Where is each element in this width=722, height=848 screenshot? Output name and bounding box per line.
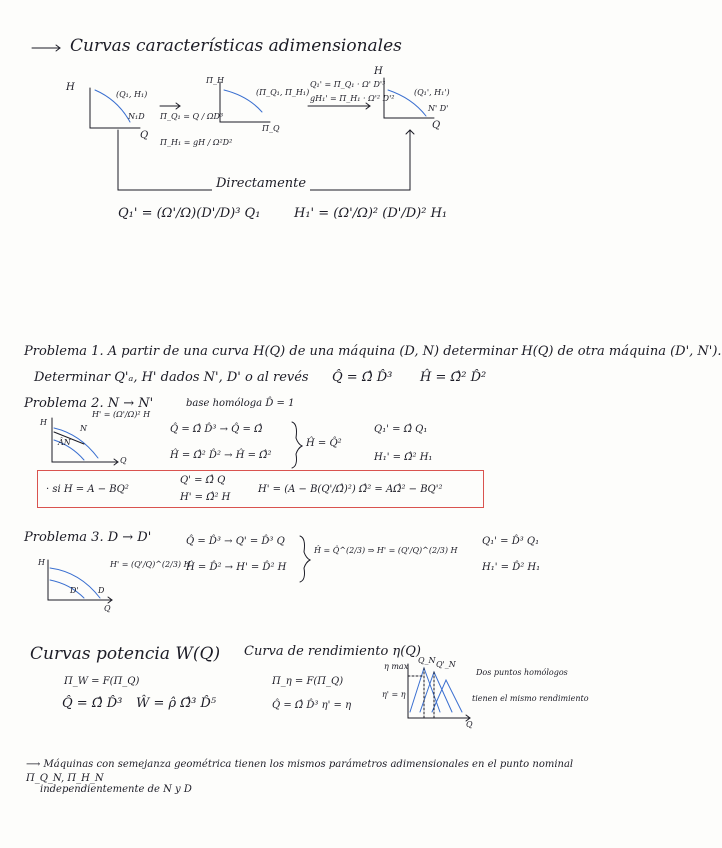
conclusion-line2: independientemente de N y D (40, 784, 192, 795)
p2-sys-result: Ĥ = Q̂² (306, 438, 342, 449)
axis-label-h-right: H (374, 66, 383, 77)
p2-annot: H' = (Ω'/Ω)² H (92, 410, 151, 419)
machine-label: N₁D (128, 112, 145, 121)
problem1-h-formula: Ĥ = Ω̂² D̂² (420, 370, 487, 385)
p3-annot: H' = (Q'/Q)^(2/3) H (110, 560, 191, 569)
direct-formula-h: H₁' = (Ω'/Ω)² (D'/D)² H₁ (294, 206, 448, 221)
boxed-right: H' = (A − B(Q'/Ω̂)²) Ω̂² = AΩ̂² − BQ'² (258, 484, 443, 495)
efficiency-f1: Π_η = F(Π_Q) (272, 676, 344, 687)
problem1-line1: Problema 1. A partir de una curva H(Q) de una máquina (D, N) determinar H(Q) de otra máquina (D', N'). (24, 344, 722, 359)
efficiency-title: Curva de rendimiento η(Q) (244, 644, 421, 659)
eff-label-y: η max (384, 662, 409, 671)
eff-qn2: Q'_N (436, 660, 456, 669)
eff-note1: Dos puntos homólogos (476, 668, 568, 677)
section-title: Curvas características adimensionales (70, 36, 402, 56)
eff-qn: Q_N (418, 656, 436, 665)
formula-q-prime: Q₁' = Π_Q₁ · Ω' D'³ (310, 80, 386, 89)
p2-curve1: ÂN (58, 438, 71, 447)
p2-sys-h: Ĥ = Ω̂² D̂² → Ĥ = Ω̂² (170, 450, 272, 461)
axis-label-q: Q (140, 130, 149, 141)
p3-axis-q: Q (104, 604, 111, 613)
boxed-mid-h: H' = Ω̂² H (180, 492, 231, 503)
direct-label: Directamente (212, 176, 310, 191)
problem2-note: base homóloga D̂ = 1 (186, 398, 295, 409)
efficiency-f2: Q̂ = Ω̂ D̂³ η' = η (272, 700, 352, 711)
conclusion-line1 (26, 758, 586, 786)
p2-curve2: N (80, 424, 87, 433)
mid-point-label: (Π_Q₁, Π_H₁) (256, 88, 310, 97)
p2-right-h: H₁' = Ω̂² H₁ (374, 452, 433, 463)
eff-note2: tienen el mismo rendimiento (472, 694, 589, 703)
axis-label-h: H (66, 82, 75, 93)
power-title: Curvas potencia W(Q) (30, 644, 221, 664)
p3-sys-q: Q̂ = D̂³ → Q' = D̂³ Q (186, 536, 285, 547)
problem1-line2: Determinar Q'ₐ, H' dados N', D' o al revés (34, 370, 309, 385)
axis-label-q-right: Q (432, 120, 441, 131)
p2-sys-q: Q̂ = Ω̂ D̂³ → Q̂ = Ω̂ (170, 424, 263, 435)
p3-axis-h: H (38, 558, 45, 567)
point-label: (Q₁, H₁) (116, 90, 148, 99)
eff-axis-q: Q (466, 720, 473, 729)
power-f2-w: Ŵ = ρ̂ Ω̂³ D̂⁵ (136, 696, 217, 711)
right-point-label: (Q₁', H₁') (414, 88, 450, 97)
power-f1: Π_W = F(Π_Q) (64, 676, 140, 687)
p2-axis-h: H (40, 418, 47, 427)
boxed-left: · si H = A − BQ² (46, 484, 129, 495)
right-machine-label: N' D' (428, 104, 449, 113)
problem3-title: Problema 3. D → D' (24, 530, 152, 545)
p2-right-q: Q₁' = Ω̂ Q₁ (374, 424, 428, 435)
p3-sys-h: Ĥ = D̂² → H' = D̂² H (186, 562, 287, 573)
p3-curve-d2: D' (70, 586, 79, 595)
p3-right-q: Q₁' = D̂³ Q₁ (482, 536, 540, 547)
conclusion-arrow: ⟶ (26, 759, 41, 770)
direct-formula-q: Q₁' = (Ω'/Ω)(D'/D)³ Q₁ (118, 206, 261, 221)
p3-right-h: H₁' = D̂² H₁ (482, 562, 541, 573)
conclusion-text: Máquinas con semejanza geométrica tienen los mismos parámetros adimensionales en el punto nominal Π_Q_N, Π_H_N (26, 759, 574, 784)
power-f2-q: Q̂ = Ω̂ D̂³ (62, 696, 123, 711)
axis-label-pih: Π_H (206, 76, 224, 85)
boxed-mid-q: Q' = Ω̂ Q (180, 475, 226, 486)
p3-result: Ĥ = Q̂^(2/3) ⇒ H' = (Q'/Q)^(2/3) H (314, 546, 458, 555)
formula-h-prime: gH₁' = Π_H₁ · Ω'² D'² (310, 94, 395, 103)
pi-h-formula: Π_H₁ = gH / Ω²D² (160, 138, 233, 147)
axis-label-piq: Π_Q (262, 124, 280, 133)
p3-curve-d: D (98, 586, 105, 595)
problem1-q-formula: Q̂ = Ω̂ D̂³ (332, 370, 393, 385)
p2-axis-q: Q (120, 456, 127, 465)
pi-q-formula: Π_Q₁ = Q / ΩD³ (160, 112, 224, 121)
problem2-title: Problema 2. N → N' (24, 396, 154, 411)
eff-label-y2: η' = η (382, 690, 406, 699)
